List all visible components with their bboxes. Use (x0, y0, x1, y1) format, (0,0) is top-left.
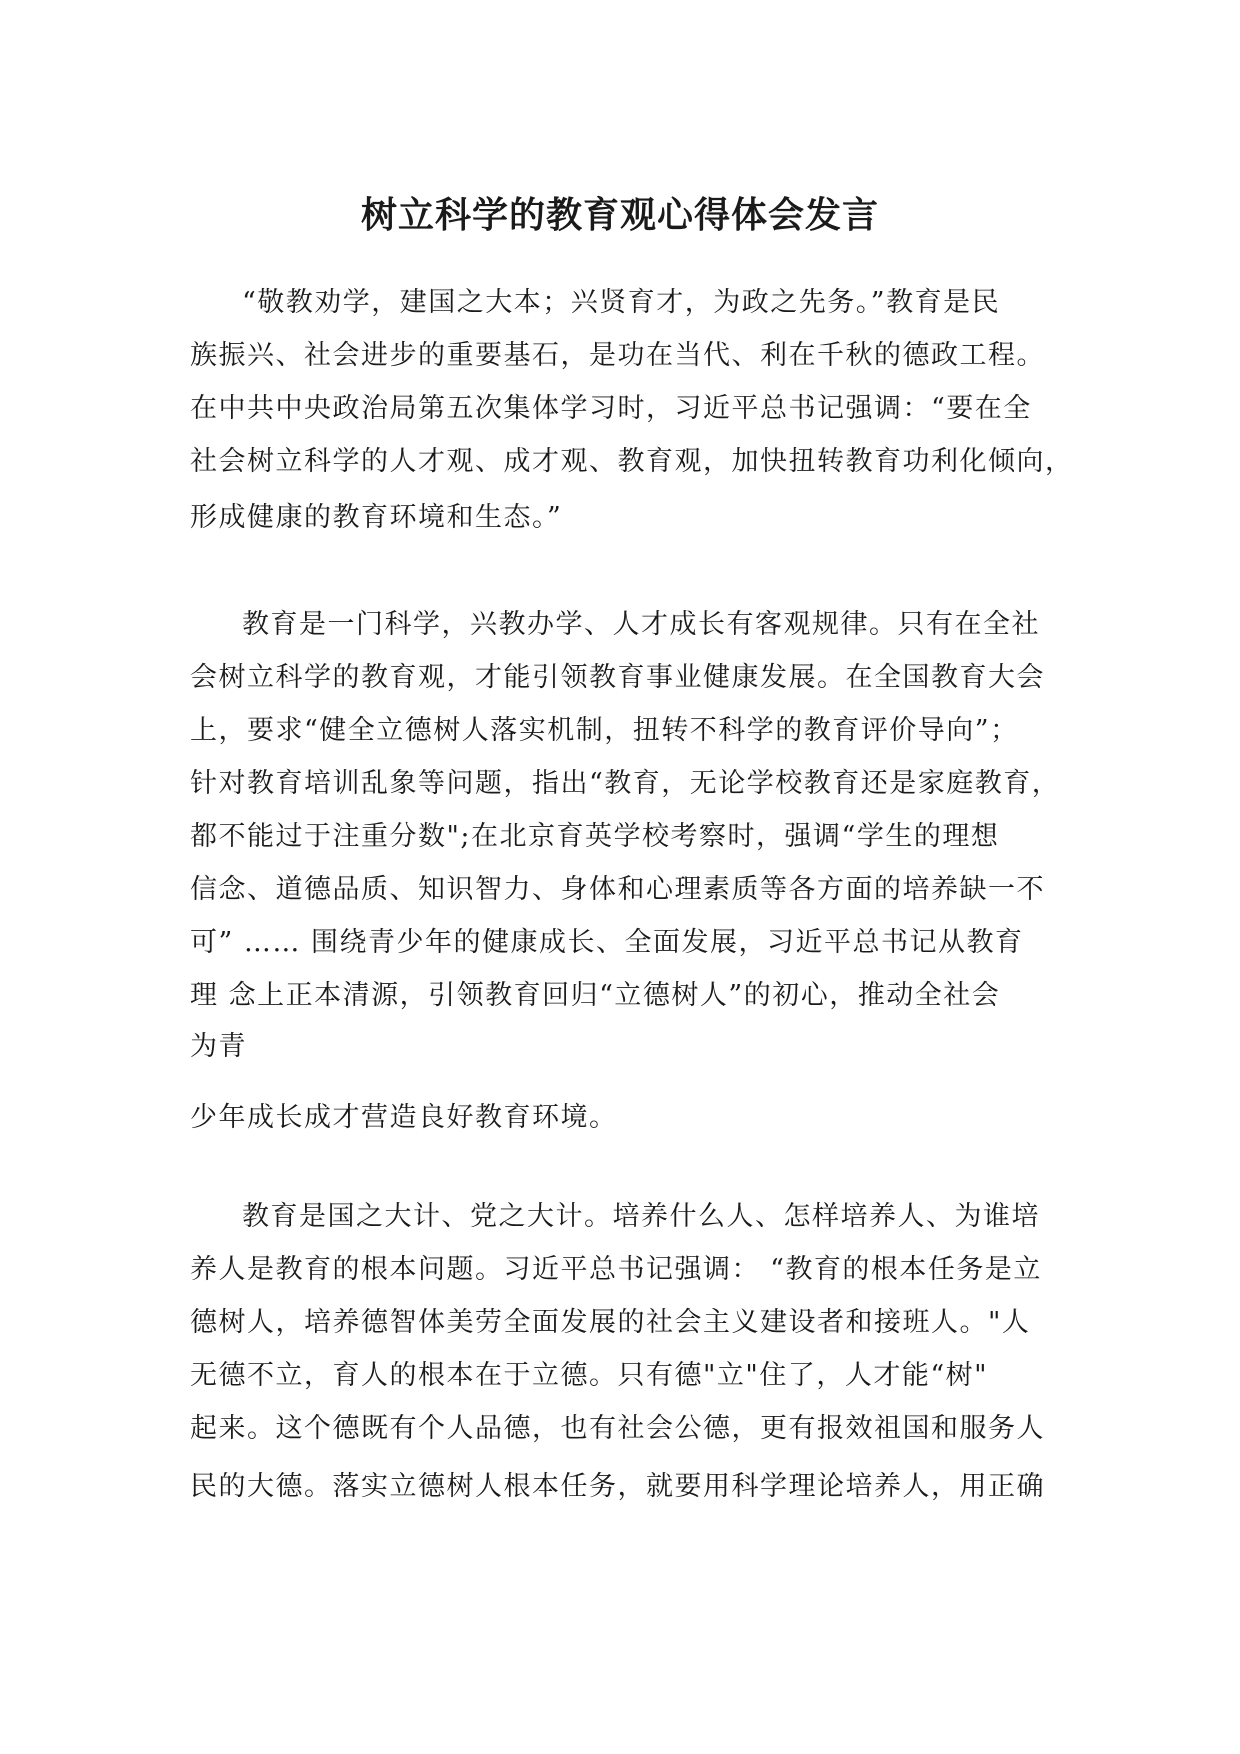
paragraph-1-line-5: 形成健康的教育环境和生态。” (190, 502, 563, 533)
paragraph-2-line-9: 为青 (190, 1031, 247, 1062)
paragraph-2-line-3: 上，要求“健全立德树人落实机制，扭转不科学的教育评价导向”； (190, 715, 1019, 746)
paragraph-2-line-7: 可” …… 围绕青少年的健康成长、全面发展，习近平总书记从教育 (190, 927, 1024, 958)
paragraph-2-line-10: 少年成长成才营造良好教育环境。 (190, 1102, 618, 1133)
paragraph-1-line-3: 在中共中央政治局第五次集体学习时，习近平总书记强调：“要在全 (190, 393, 1032, 424)
paragraph-3-line-6: 民的大德。落实立德树人根本任务，就要用科学理论培养人，用正确 (190, 1471, 1045, 1502)
paragraph-1-line-1: “敬教劝学，建国之大本；兴贤育才，为政之先务。”教育是民 (242, 287, 1001, 318)
paragraph-1-line-2: 族振兴、社会进步的重要基石，是功在当代、利在千秋的德政工程。 (190, 340, 1045, 371)
paragraph-2-line-8: 理 念上正本清源，引领教育回归“立德树人”的初心，推动全社会 (190, 980, 1001, 1011)
paragraph-2-line-5: 都不能过于注重分数";在北京育英学校考察时，强调“学生的理想 (190, 821, 1000, 852)
paragraph-2-line-1: 教育是一门科学，兴教办学、人才成长有客观规律。只有在全社 (242, 609, 1040, 640)
paragraph-3-line-3: 德树人，培养德智体美劳全面发展的社会主义建设者和接班人。"人 (190, 1307, 1031, 1338)
document-title: 树立科学的教育观心得体会发言 (360, 195, 879, 236)
paragraph-3-line-5: 起来。这个德既有个人品德，也有社会公德，更有报效祖国和服务人 (190, 1413, 1045, 1444)
paragraph-3-line-1: 教育是国之大计、党之大计。培养什么人、怎样培养人、为谁培 (242, 1201, 1040, 1232)
paragraph-2-line-2: 会树立科学的教育观，才能引领教育事业健康发展。在全国教育大会 (190, 662, 1045, 693)
paragraph-3-line-4: 无德不立，育人的根本在于立德。只有德"立"住了，人才能“树" (190, 1360, 989, 1391)
paragraph-2-line-4: 针对教育培训乱象等问题，指出“教育，无论学校教育还是家庭教育， (190, 768, 1061, 799)
paragraph-2-line-6: 信念、道德品质、知识智力、身体和心理素质等各方面的培养缺一不 (190, 874, 1045, 905)
paragraph-3-line-2: 养人是教育的根本问题。习近平总书记强调： “教育的根本任务是立 (190, 1254, 1042, 1285)
paragraph-1-line-4: 社会树立科学的人才观、成才观、教育观，加快扭转教育功利化倾向， (190, 446, 1074, 477)
